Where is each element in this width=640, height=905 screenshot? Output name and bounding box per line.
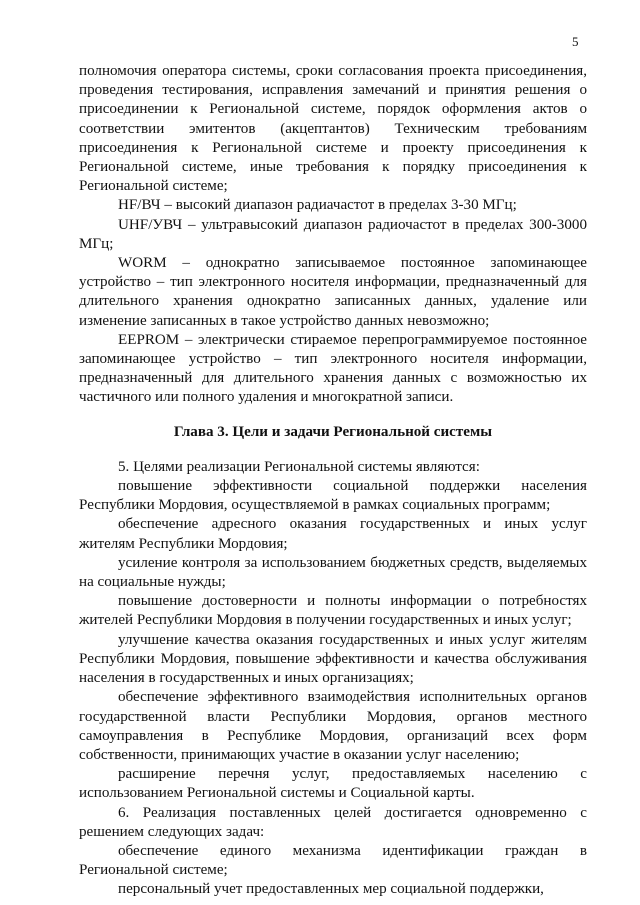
definition-worm: WORM – однократно записываемое постоянное запоминающее устройство – тип электронного носителя информации, предназначенный для длительного хранения однократно записанных данных, удаление или изменение записанных в такое устройство данных невозможно;: [79, 255, 587, 329]
goal-item: обеспечение адресного оказания государственных и иных услуг жителям Республики Мордовия;: [79, 516, 587, 552]
goal-item: повышение эффективности социальной поддержки населения Республики Мордовия, осуществляемой в рамках социальных программ;: [79, 478, 587, 514]
document-body: [79, 62, 587, 900]
section-6-intro: 6. Реализация поставленных целей достигается одновременно с решением следующих задач:: [79, 804, 587, 840]
goal-item: усиление контроля за использованием бюджетных средств, выделяемых на социальные нужды;: [79, 554, 587, 591]
paragraph-continuation: полномочия оператора системы, сроки согласования проекта присоединения, проведения тестирования, исправления замечаний и принятия решения о присоединении к Региональной системе, порядок оформления актов о соответствии эмитентов (акцептантов) Техническим требованиям присоединения к Региональной системе и проекту присоединения к Региональной системе, иные требования к порядку присоединения к Региональной системе;: [79, 63, 587, 195]
definition-hf: HF/ВЧ – высокий диапазон радиачастот в пределах 3-30 МГц;: [118, 197, 517, 214]
goal-item: улучшение качества оказания государственных и иных услуг жителям Республики Мордовия, повышение эффективности и качества обслуживания населения в государственных и иных организациях;: [79, 631, 587, 687]
definition-eeprom: EEPROM – электрически стираемое перепрограммируемое постоянное запоминающее устройство – тип электронного носителя информации, предназначенный для длительного хранения данных с возможностью их частичного или полного удаления и многократной записи.: [79, 331, 587, 406]
definition-uhf: UHF/УВЧ – ультравысокий диапазон радиочастот в пределах 300-3000 МГц;: [79, 216, 587, 252]
goal-item: расширение перечня услуг, предоставляемых населению с использованием Региональной системы и Социальной карты.: [79, 766, 587, 802]
task-item: обеспечение единого механизма идентификации граждан в Региональной системе;: [79, 842, 587, 879]
task-item: персональный учет предоставленных мер социальной поддержки,: [118, 881, 544, 898]
goal-item: повышение достоверности и полноты информации о потребностях жителей Республики Мордовия в получении государственных и иных услуг;: [79, 593, 587, 629]
goal-item: обеспечение эффективного взаимодействия исполнительных органов государственной власти Республики Мордовия, органов местного самоуправления в Республике Мордовия, организаций всех форм собственности, принимающих участие в оказании услуг населению;: [79, 689, 587, 763]
chapter-heading: Глава 3. Цели и задачи Региональной системы: [173, 423, 493, 440]
page-number: 5: [572, 34, 579, 49]
section-5-intro: 5. Целями реализации Региональной системы являются:: [118, 458, 480, 475]
